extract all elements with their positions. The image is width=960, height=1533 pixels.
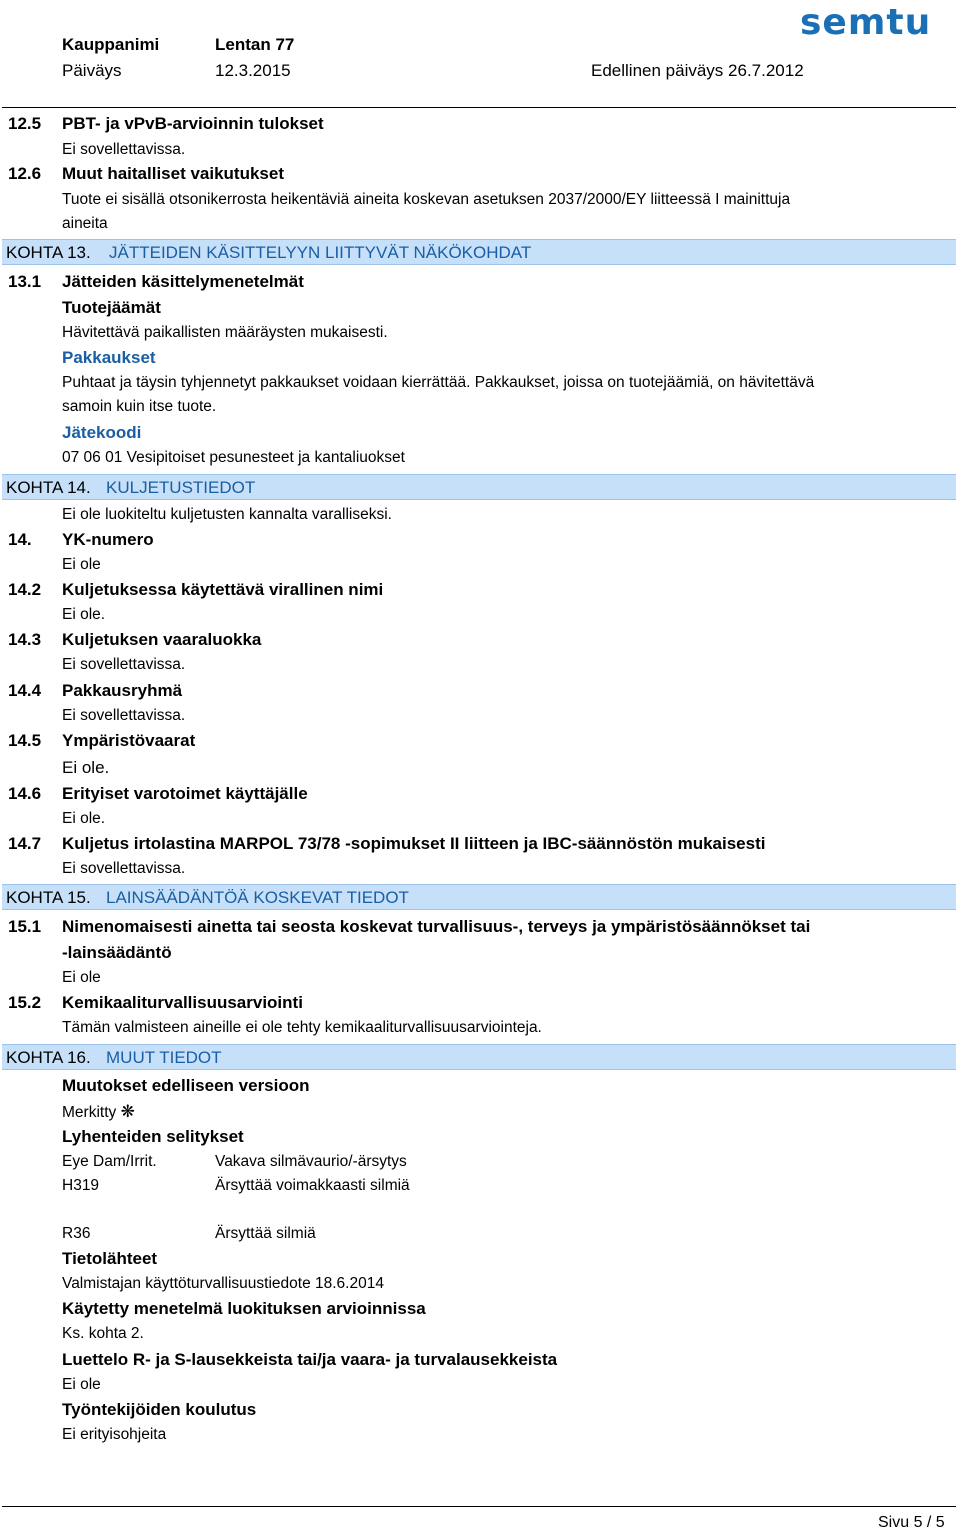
section-number: 13.1 (8, 272, 42, 291)
banner-title: KULJETUSTIEDOT (106, 478, 256, 497)
phrases-title: Luettelo R- ja S-lausekkeista tai/ja vaara- ja turvalausekkeista (62, 1350, 558, 1369)
section-banner-14 (2, 474, 956, 500)
section-title: Ympäristövaarat (62, 731, 196, 750)
section-title: Kuljetuksen vaaraluokka (62, 630, 262, 649)
banner-title: LAINSÄÄDÄNTÖÄ KOSKEVAT TIEDOT (106, 888, 409, 907)
section-title: Kemikaaliturvallisuusarviointi (62, 993, 303, 1012)
section-title: Kuljetuksessa käytettävä virallinen nimi (62, 580, 384, 599)
footer-rule (2, 1506, 956, 1507)
section-text: Ei ole. (62, 606, 106, 623)
section-text: Ei ole (62, 969, 101, 986)
subsection-title: Jätekoodi (62, 423, 142, 442)
section-text: Ei sovellettavissa. (62, 707, 186, 724)
section-text: Ei ole luokiteltu kuljetusten kannalta varalliseksi. (62, 506, 392, 523)
section-text: Puhtaat ja täysin tyhjennetyt pakkaukset voidaan kierrättää. Pakkaukset, joissa on tuotejäämiä, on hävitettävä (62, 374, 815, 391)
phrases-text: Ei ole (62, 1376, 101, 1393)
section-number: 12.5 (8, 114, 42, 133)
training-text: Ei erityisohjeita (62, 1426, 167, 1443)
subsection-title: Pakkaukset (62, 348, 156, 367)
page-number: Sivu 5 / 5 (878, 1514, 945, 1531)
sources-title: Tietolähteet (62, 1249, 158, 1268)
section-text: aineita (62, 215, 108, 232)
section-text: 07 06 01 Vesipitoiset pesunesteet ja kantaliuokset (62, 449, 405, 466)
abbr-code: Eye Dam/Irrit. (62, 1153, 157, 1170)
section-title: Jätteiden käsittelymenetelmät (62, 272, 304, 291)
subsection-title: Tuotejäämät (62, 298, 161, 317)
abbr-code: H319 (62, 1177, 100, 1194)
banner-prefix: KOHTA 16. (6, 1048, 91, 1067)
section-title: Pakkausryhmä (62, 681, 183, 700)
training-title: Työntekijöiden koulutus (62, 1400, 257, 1419)
section-text: Ei sovellettavissa. (62, 860, 186, 877)
section-title: Muut haitalliset vaikutukset (62, 164, 284, 183)
section-number: 14.2 (8, 580, 42, 599)
section-text: Ei ole. (62, 758, 110, 777)
section-banner-15 (2, 884, 956, 910)
section-number: 14. (8, 530, 32, 549)
banner-title: JÄTTEIDEN KÄSITTELYYN LIITTYVÄT NÄKÖKOHDAT (109, 243, 532, 262)
abbr-desc: Vakava silmävaurio/-ärsytys (215, 1153, 407, 1170)
section-number: 12.6 (8, 164, 42, 183)
section-text: samoin kuin itse tuote. (62, 398, 217, 415)
section-text: Ei sovellettavissa. (62, 656, 186, 673)
banner-title: MUUT TIEDOT (106, 1048, 222, 1067)
banner-prefix: KOHTA 13. (6, 243, 91, 262)
section-number: 14.3 (8, 630, 42, 649)
abbr-title: Lyhenteiden selitykset (62, 1127, 244, 1146)
section-number: 15.1 (8, 917, 42, 936)
section-text: Tämän valmisteen aineille ei ole tehty kemikaaliturvallisuusarviointeja. (62, 1019, 542, 1036)
section-title: PBT- ja vPvB-arvioinnin tulokset (62, 114, 324, 133)
section-title: YK-numero (62, 530, 154, 549)
section-title: Nimenomaisesti ainetta tai seosta koskevat turvallisuus-, terveys ja ympäristösäännökset tai (62, 917, 811, 936)
section-text: Ei sovellettavissa. (62, 141, 186, 158)
abbr-desc: Ärsyttää silmiä (215, 1225, 316, 1242)
date-value: 12.3.2015 (215, 61, 291, 80)
section-text: Ei ole (62, 556, 101, 573)
method-title: Käytetty menetelmä luokituksen arvioinnissa (62, 1299, 426, 1318)
banner-prefix: KOHTA 14. (6, 478, 91, 497)
abbr-desc: Ärsyttää voimakkaasti silmiä (215, 1177, 410, 1194)
section-text: Ei ole. (62, 810, 106, 827)
header-rule (2, 107, 956, 108)
abbr-code: R36 (62, 1225, 91, 1242)
section-title: Erityiset varotoimet käyttäjälle (62, 784, 308, 803)
previous-date: Edellinen päiväys 26.7.2012 (591, 61, 804, 80)
section-number: 14.7 (8, 834, 42, 853)
changes-label: Merkitty (62, 1104, 117, 1121)
section-title: -lainsäädäntö (62, 943, 172, 962)
date-label: Päiväys (62, 61, 122, 80)
section-number: 15.2 (8, 993, 42, 1012)
sources-text: Valmistajan käyttöturvallisuustiedote 18.6.2014 (62, 1275, 384, 1292)
semtu-logo: semtu (800, 2, 932, 43)
trade-name-label: Kauppanimi (62, 35, 160, 54)
section-banner-16 (2, 1044, 956, 1070)
trade-name-value: Lentan 77 (215, 35, 295, 54)
method-text: Ks. kohta 2. (62, 1325, 144, 1342)
section-number: 14.5 (8, 731, 42, 750)
section-text: Hävitettävä paikallisten määräysten mukaisesti. (62, 324, 388, 341)
asterisk-marker-icon: ❋ (120, 1102, 135, 1121)
section-text: Tuote ei sisällä otsonikerrosta heikentäviä aineita koskevan asetuksen 2037/2000/EY liitteessä I mainittuja (62, 191, 791, 208)
section-title: Kuljetus irtolastina MARPOL 73/78 -sopimukset II liitteen ja IBC-säännöstön mukaisesti (62, 834, 766, 853)
changes-text (62, 1102, 135, 1122)
banner-prefix: KOHTA 15. (6, 888, 91, 907)
section-number: 14.6 (8, 784, 42, 803)
section-banner-13 (2, 239, 956, 265)
changes-title: Muutokset edelliseen versioon (62, 1076, 310, 1095)
section-number: 14.4 (8, 681, 42, 700)
